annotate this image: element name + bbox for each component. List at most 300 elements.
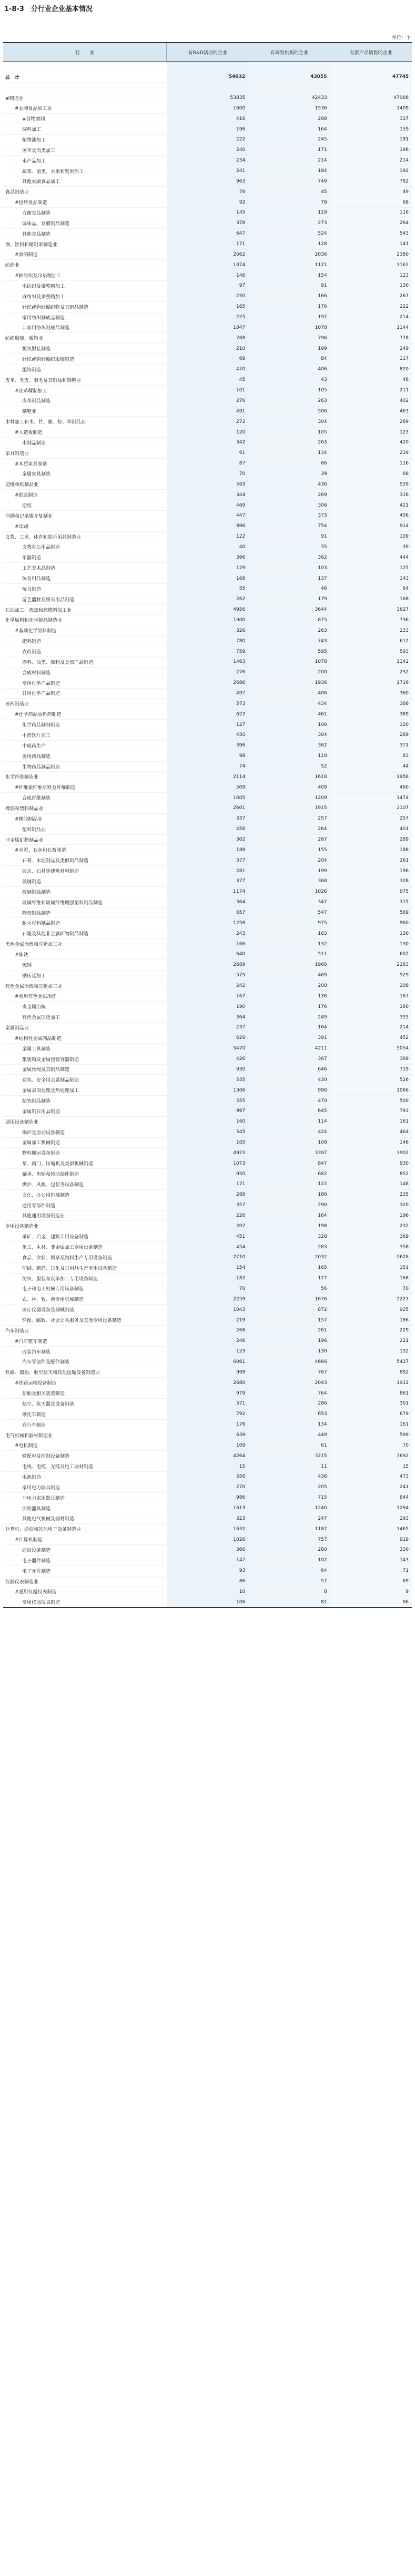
rd-enterprises-value: 555 [167,1096,248,1106]
table-row [3,1210,412,1221]
table-row [3,510,412,521]
table-header-row [3,43,412,62]
new-product-sales-value: 539 [330,479,412,490]
new-product-sales-value: 1066 [330,1085,412,1096]
industry-name: 中成药生产 [3,740,167,751]
table-row [3,907,412,918]
research-institutions-value: 134 [248,1419,330,1430]
research-institutions-value: 200 [248,667,330,678]
research-institutions-value: 176 [248,1002,330,1012]
industry-name: 电线、电缆、光缆及电工器材制造 [3,1461,167,1472]
new-product-sales-value: 168 [330,1273,412,1284]
industry-name: 服饰制造 [3,364,167,375]
new-product-sales-value: 130 [330,281,412,291]
new-product-sales-value: 3692 [330,1451,412,1461]
table-row [3,709,412,720]
table-body [3,62,412,1608]
industry-name: 输配电及控制设备制造 [3,1451,167,1461]
research-institutions-value: 434 [248,699,330,709]
research-institutions-value: 56 [248,1284,330,1294]
new-product-sales-value: 161 [330,1116,412,1127]
table-row [3,364,412,375]
new-product-sales-value: 844 [330,1492,412,1503]
research-institutions-value: 328 [248,1231,330,1242]
research-institutions-value: 42433 [248,93,330,103]
industry-name: 专用设备制造业 [3,1221,167,1231]
new-product-sales-value: 141 [330,239,412,249]
rd-enterprises-value: 270 [167,1482,248,1492]
industry-name: 皮革、毛皮、羽毛及其制品和制鞋业 [3,375,167,385]
rd-enterprises-value: 86 [167,1576,248,1587]
table-row [3,1357,412,1367]
table-row [3,1169,412,1179]
new-product-sales-value: 366 [330,699,412,709]
table-row [3,1576,412,1587]
new-product-sales-value: 46 [330,375,412,385]
rd-enterprises-value: 165 [167,301,248,312]
rd-enterprises-value: 377 [167,855,248,866]
industry-name: 钢压延加工 [3,970,167,981]
research-institutions-value: 1121 [248,260,330,270]
new-product-sales-value: 15 [330,1461,412,1472]
new-product-sales-value: 261 [330,855,412,866]
rd-enterprises-value: 167 [167,991,248,1002]
research-institutions-value: 4211 [248,1043,330,1054]
research-institutions-value: 1915 [248,803,330,814]
research-institutions-value: 367 [248,1054,330,1064]
table-row [3,542,412,552]
table-row [3,1127,412,1137]
industry-name: 食品、饮料、烟草及饲料生产专用设备制造 [3,1252,167,1262]
research-institutions-value: 1026 [248,886,330,897]
rd-enterprises-value: 92 [167,197,248,208]
rd-enterprises-value: 647 [167,228,248,239]
rd-enterprises-value: 97 [167,281,248,291]
rd-enterprises-value: 629 [167,1033,248,1043]
table-row [3,1273,412,1284]
industry-name: 金属加工机械制造 [3,1137,167,1148]
new-product-sales-value: 249 [330,344,412,354]
new-product-sales-value: 401 [330,824,412,834]
rd-enterprises-value: 176 [167,1419,248,1430]
table-row [3,406,412,417]
industry-name: 体育用品制造 [3,573,167,584]
new-product-sales-value: 473 [330,1472,412,1482]
rd-enterprises-value: 950 [167,1169,248,1179]
new-product-sales-value: 328 [330,876,412,887]
research-institutions-value: 996 [248,1085,330,1096]
table-row [3,678,412,688]
industry-name: 专用化学产品制造 [3,678,167,688]
table-row [3,1002,412,1012]
rd-enterprises-value: 1600 [167,103,248,114]
table-row [3,604,412,615]
research-institutions-value: 186 [248,1189,330,1200]
new-product-sales-value: 3627 [330,604,412,615]
research-institutions-value: 157 [248,1315,330,1326]
research-institutions-value [248,82,330,93]
table-row [3,1106,412,1116]
research-institutions-value: 3215 [248,1451,330,1461]
research-institutions-value: 205 [248,1482,330,1492]
new-product-sales-value: 2107 [330,803,412,814]
table-row [3,1148,412,1158]
rd-enterprises-value: 768 [167,333,248,344]
research-institutions-value: 122 [248,1179,330,1189]
industry-name: 金属制品业 [3,1023,167,1033]
rd-enterprises-value: 1632 [167,1524,248,1534]
research-institutions-value: 754 [248,521,330,531]
new-product-sales-value: 464 [330,1127,412,1137]
research-institutions-value: 183 [248,928,330,939]
table-row [3,918,412,928]
research-institutions-value: 119 [248,208,330,218]
new-product-sales-value: 719 [330,1064,412,1075]
table-row [3,1305,412,1315]
new-product-sales-value: 1716 [330,678,412,688]
research-institutions-value: 511 [248,949,330,960]
table-row [3,886,412,897]
new-product-sales-value: 1162 [330,260,412,270]
industry-name: 非电力家用器具制造 [3,1492,167,1503]
new-product-sales-value: 360 [330,688,412,699]
industry-name: 泵、阀门、压缩机及类似机械制造 [3,1158,167,1169]
rd-enterprises-value: 166 [167,939,248,949]
new-product-sales-value: 369 [330,1231,412,1242]
industry-name: 玻璃纤维和玻璃纤维增强塑料制品制造 [3,897,167,907]
new-product-sales-value: 593 [330,646,412,657]
research-institutions-value: 362 [248,552,330,563]
table-row [3,270,412,281]
rd-enterprises-value: 759 [167,646,248,657]
new-product-sales-value: 612 [330,636,412,646]
table-row [3,1399,412,1409]
rd-enterprises-value: 222 [167,135,248,145]
new-product-sales-value: 602 [330,949,412,960]
industry-name: #皮革鞣制加工 [3,385,167,396]
industry-name: 金属工具制造 [3,1043,167,1054]
industry-name: 机织服装制造 [3,344,167,354]
rd-enterprises-value: 780 [167,636,248,646]
industry-name: 化学纤维制造业 [3,772,167,782]
new-product-sales-value: 782 [330,176,412,187]
table-row [3,1075,412,1085]
research-institutions-value: 872 [248,1305,330,1315]
research-institutions-value [248,62,330,72]
research-institutions-value: 79 [248,197,330,208]
table-row [3,876,412,887]
industry-name: 家具制造业 [3,448,167,458]
table-row [3,824,412,834]
table-row [3,636,412,646]
research-institutions-value: 245 [248,135,330,145]
table-row [3,437,412,448]
table-row [3,114,412,124]
rd-enterprises-value: 986 [167,1492,248,1503]
research-institutions-value: 198 [248,1221,330,1231]
table-row [3,720,412,730]
table-row [3,782,412,793]
table-row [3,312,412,322]
research-institutions-value: 199 [248,866,330,876]
table-row [3,333,412,344]
research-institutions-value: 184 [248,166,330,176]
research-institutions-value: 127 [248,1273,330,1284]
industry-name: 化学药品制剂制造 [3,720,167,730]
rd-enterprises-value: 930 [167,1064,248,1075]
table-row [3,1419,412,1430]
new-product-sales-value: 229 [330,1325,412,1336]
research-institutions-value: 547 [248,907,330,918]
industry-name: 烘炉、风机、包装等设备制造 [3,1179,167,1189]
table-row [3,1252,412,1262]
rd-enterprises-value: 326 [167,625,248,636]
table-row [3,1315,412,1326]
rd-enterprises-value: 129 [167,563,248,573]
table-row [3,583,412,594]
table-row [3,1451,412,1461]
rd-enterprises-value: 120 [167,427,248,438]
rd-enterprises-value: 396 [167,552,248,563]
research-institutions-value: 52 [248,761,330,772]
table-row [3,1179,412,1189]
rd-enterprises-value: 70 [167,469,248,479]
rd-enterprises-value: 122 [167,531,248,542]
research-institutions-value: 646 [248,1064,330,1075]
research-institutions-value: 108 [248,1137,330,1148]
new-product-sales-value: 70 [330,1284,412,1294]
industry-name [3,82,167,93]
new-product-sales-value: 526 [330,1075,412,1085]
table-row [3,552,412,563]
new-product-sales-value: 166 [330,145,412,155]
new-product-sales-value: 914 [330,521,412,531]
new-product-sales-value: 64 [330,583,412,594]
table-row [3,354,412,365]
table-row [3,730,412,741]
table-row [3,981,412,991]
research-institutions-value: 975 [248,918,330,928]
industry-name: 环保、邮政、社会公共服务及其他专用设备制造 [3,1315,167,1326]
research-institutions-value: 214 [248,155,330,166]
rd-enterprises-value: 262 [167,594,248,604]
new-product-sales-value: 117 [330,354,412,365]
new-product-sales-value: 529 [330,970,412,981]
industry-name: 玻璃制造 [3,876,167,887]
table-row [3,949,412,960]
table-row [3,699,412,709]
table-row [3,469,412,479]
research-institutions-value: 35 [248,542,330,552]
rd-enterprises-value: 979 [167,1388,248,1399]
new-product-sales-value: 233 [330,625,412,636]
new-product-sales-value: 168 [330,594,412,604]
research-institutions-value: 406 [248,688,330,699]
table-row [3,1200,412,1210]
new-product-sales-value: 1912 [330,1378,412,1388]
new-product-sales-value: 333 [330,1012,412,1023]
research-institutions-value: 263 [248,396,330,406]
table-row [3,166,412,176]
industry-name: 砖瓦、石材等建筑材料制造 [3,866,167,876]
rd-enterprises-value: 344 [167,490,248,500]
industry-name: #印刷 [3,521,167,531]
new-product-sales-value: 267 [330,291,412,301]
new-product-sales-value: 960 [330,918,412,928]
rd-enterprises-value: 509 [167,782,248,793]
new-product-sales-value: 148 [330,1179,412,1189]
research-institutions-value: 283 [248,1242,330,1252]
new-product-sales-value: 2283 [330,959,412,970]
table-row [3,72,412,82]
new-product-sales-value: 9 [330,1587,412,1597]
rd-enterprises-value: 342 [167,437,248,448]
rd-enterprises-value: 2062 [167,249,248,260]
table-row [3,103,412,114]
research-institutions-value: 1676 [248,1294,330,1305]
rd-enterprises-value: 53835 [167,93,248,103]
table-row [3,344,412,354]
research-institutions-value: 261 [248,1325,330,1336]
table-row [3,793,412,803]
industry-name: 陶瓷制品制造 [3,907,167,918]
research-institutions-value: 136 [248,991,330,1002]
research-institutions-value: 368 [248,876,330,887]
table-row [3,1096,412,1106]
new-product-sales-value: 123 [330,427,412,438]
industry-name: #结构性金属制品制造 [3,1033,167,1043]
industry-name: 其他食品制造 [3,228,167,239]
new-product-sales-value: 186 [330,1315,412,1326]
rd-enterprises-value: 196 [167,124,248,135]
table-row [3,531,412,542]
new-product-sales-value: 120 [330,720,412,730]
rd-enterprises-value: 426 [167,1054,248,1064]
research-institutions-value: 267 [248,834,330,845]
research-institutions-value: 449 [248,1430,330,1440]
research-institutions-value: 1078 [248,656,330,667]
industry-name: 针织或钩针编织物及其制品制造 [3,301,167,312]
research-institutions-value: 200 [248,981,330,991]
new-product-sales-value: 116 [330,458,412,469]
rd-enterprises-value: 289 [167,1189,248,1200]
column-header-industry: 行 业 [3,43,167,62]
table-row [3,260,412,270]
new-product-sales-value: 406 [330,510,412,521]
industry-name: #酒的制造 [3,249,167,260]
research-institutions-value: 263 [248,625,330,636]
rd-enterprises-value: 276 [167,396,248,406]
rd-enterprises-value: 593 [167,479,248,490]
rd-enterprises-value: 963 [167,176,248,187]
table-row [3,1242,412,1252]
rd-enterprises-value: 225 [167,312,248,322]
rd-enterprises-value: 999 [167,1367,248,1378]
rd-enterprises-value: 10 [167,1587,248,1597]
industry-name: 文教、工美、体育和娱乐用品制造业 [3,531,167,542]
research-institutions-value: 304 [248,730,330,741]
rd-enterprises-value: 127 [167,720,248,730]
industry-name: 化工、木材、非金属加工专用设备制造 [3,1242,167,1252]
table-row [3,197,412,208]
rd-enterprises-value: 575 [167,970,248,981]
industry-name: 金属家具制造 [3,469,167,479]
rd-enterprises-value: 491 [167,406,248,417]
table-row [3,322,412,333]
rd-enterprises-value: 54032 [167,72,248,82]
industry-name: 采矿、冶金、建筑专用设备制造 [3,1231,167,1242]
research-institutions-value: 764 [248,1388,330,1399]
table-row [3,834,412,845]
research-institutions-value: 682 [248,1169,330,1179]
new-product-sales-value [330,82,412,93]
rd-enterprises-value: 69 [167,354,248,365]
new-product-sales-value: 269 [330,730,412,741]
table-row [3,228,412,239]
new-product-sales-value: 257 [330,813,412,824]
industry-name: 电子元件制造 [3,1565,167,1576]
new-product-sales-value: 109 [330,531,412,542]
research-institutions-value: 2036 [248,249,330,260]
industry-name: 制鞋业 [3,406,167,417]
industry-name: 耐火材料制品制造 [3,918,167,928]
research-institutions-value: 1209 [248,793,330,803]
research-institutions-value: 347 [248,897,330,907]
industry-name: #焙烤食品制造 [3,197,167,208]
research-institutions-value: 524 [248,228,330,239]
research-institutions-value: 796 [248,333,330,344]
new-product-sales-value: 269 [330,417,412,427]
new-product-sales-value: 315 [330,897,412,907]
table-row [3,1294,412,1305]
rd-enterprises-value: 416 [167,114,248,124]
industry-name: 涂料、油墨、颜料及类似产品制造 [3,656,167,667]
page-title: 1-8-3 分行业企业基本情况 [4,5,93,13]
research-institutions-value: 409 [248,782,330,793]
table-row [3,427,412,438]
rd-enterprises-value: 1605 [167,793,248,803]
new-product-sales-value: 68 [330,197,412,208]
industry-name: 食品制造业 [3,187,167,197]
new-product-sales-value: 214 [330,1023,412,1033]
new-product-sales-value: 161 [330,1419,412,1430]
rd-enterprises-value: 1043 [167,1305,248,1315]
rd-enterprises-value: 101 [167,385,248,396]
new-product-sales-value: 5054 [330,1043,412,1054]
industry-name: 农、林、牧、渔专用机械制造 [3,1294,167,1305]
research-institutions-value: 436 [248,479,330,490]
rd-enterprises-value: 364 [167,1012,248,1023]
new-product-sales-value: 3902 [330,1148,412,1158]
industry-name: #棉纺织及印染精加工 [3,270,167,281]
table-row [3,563,412,573]
industry-name: 酒、饮料和精制茶制造业 [3,239,167,249]
research-institutions-value: 506 [248,406,330,417]
research-institutions-value: 1618 [248,772,330,782]
research-institutions-value: 1966 [248,959,330,970]
rd-enterprises-value: 98 [167,751,248,761]
table-row [3,855,412,866]
industry-name: 其他农副食品加工 [3,176,167,187]
research-institutions-value: 154 [248,270,330,281]
industry-name: 摩托车制造 [3,1409,167,1419]
table-row [3,573,412,584]
research-institutions-value: 197 [248,312,330,322]
rd-enterprises-value: 242 [167,981,248,991]
industry-name: #纤维素纤维原料及纤维制造 [3,782,167,793]
industry-name: 石膏、水泥制品及类似制品制造 [3,855,167,866]
rd-enterprises-value: 1074 [167,260,248,270]
